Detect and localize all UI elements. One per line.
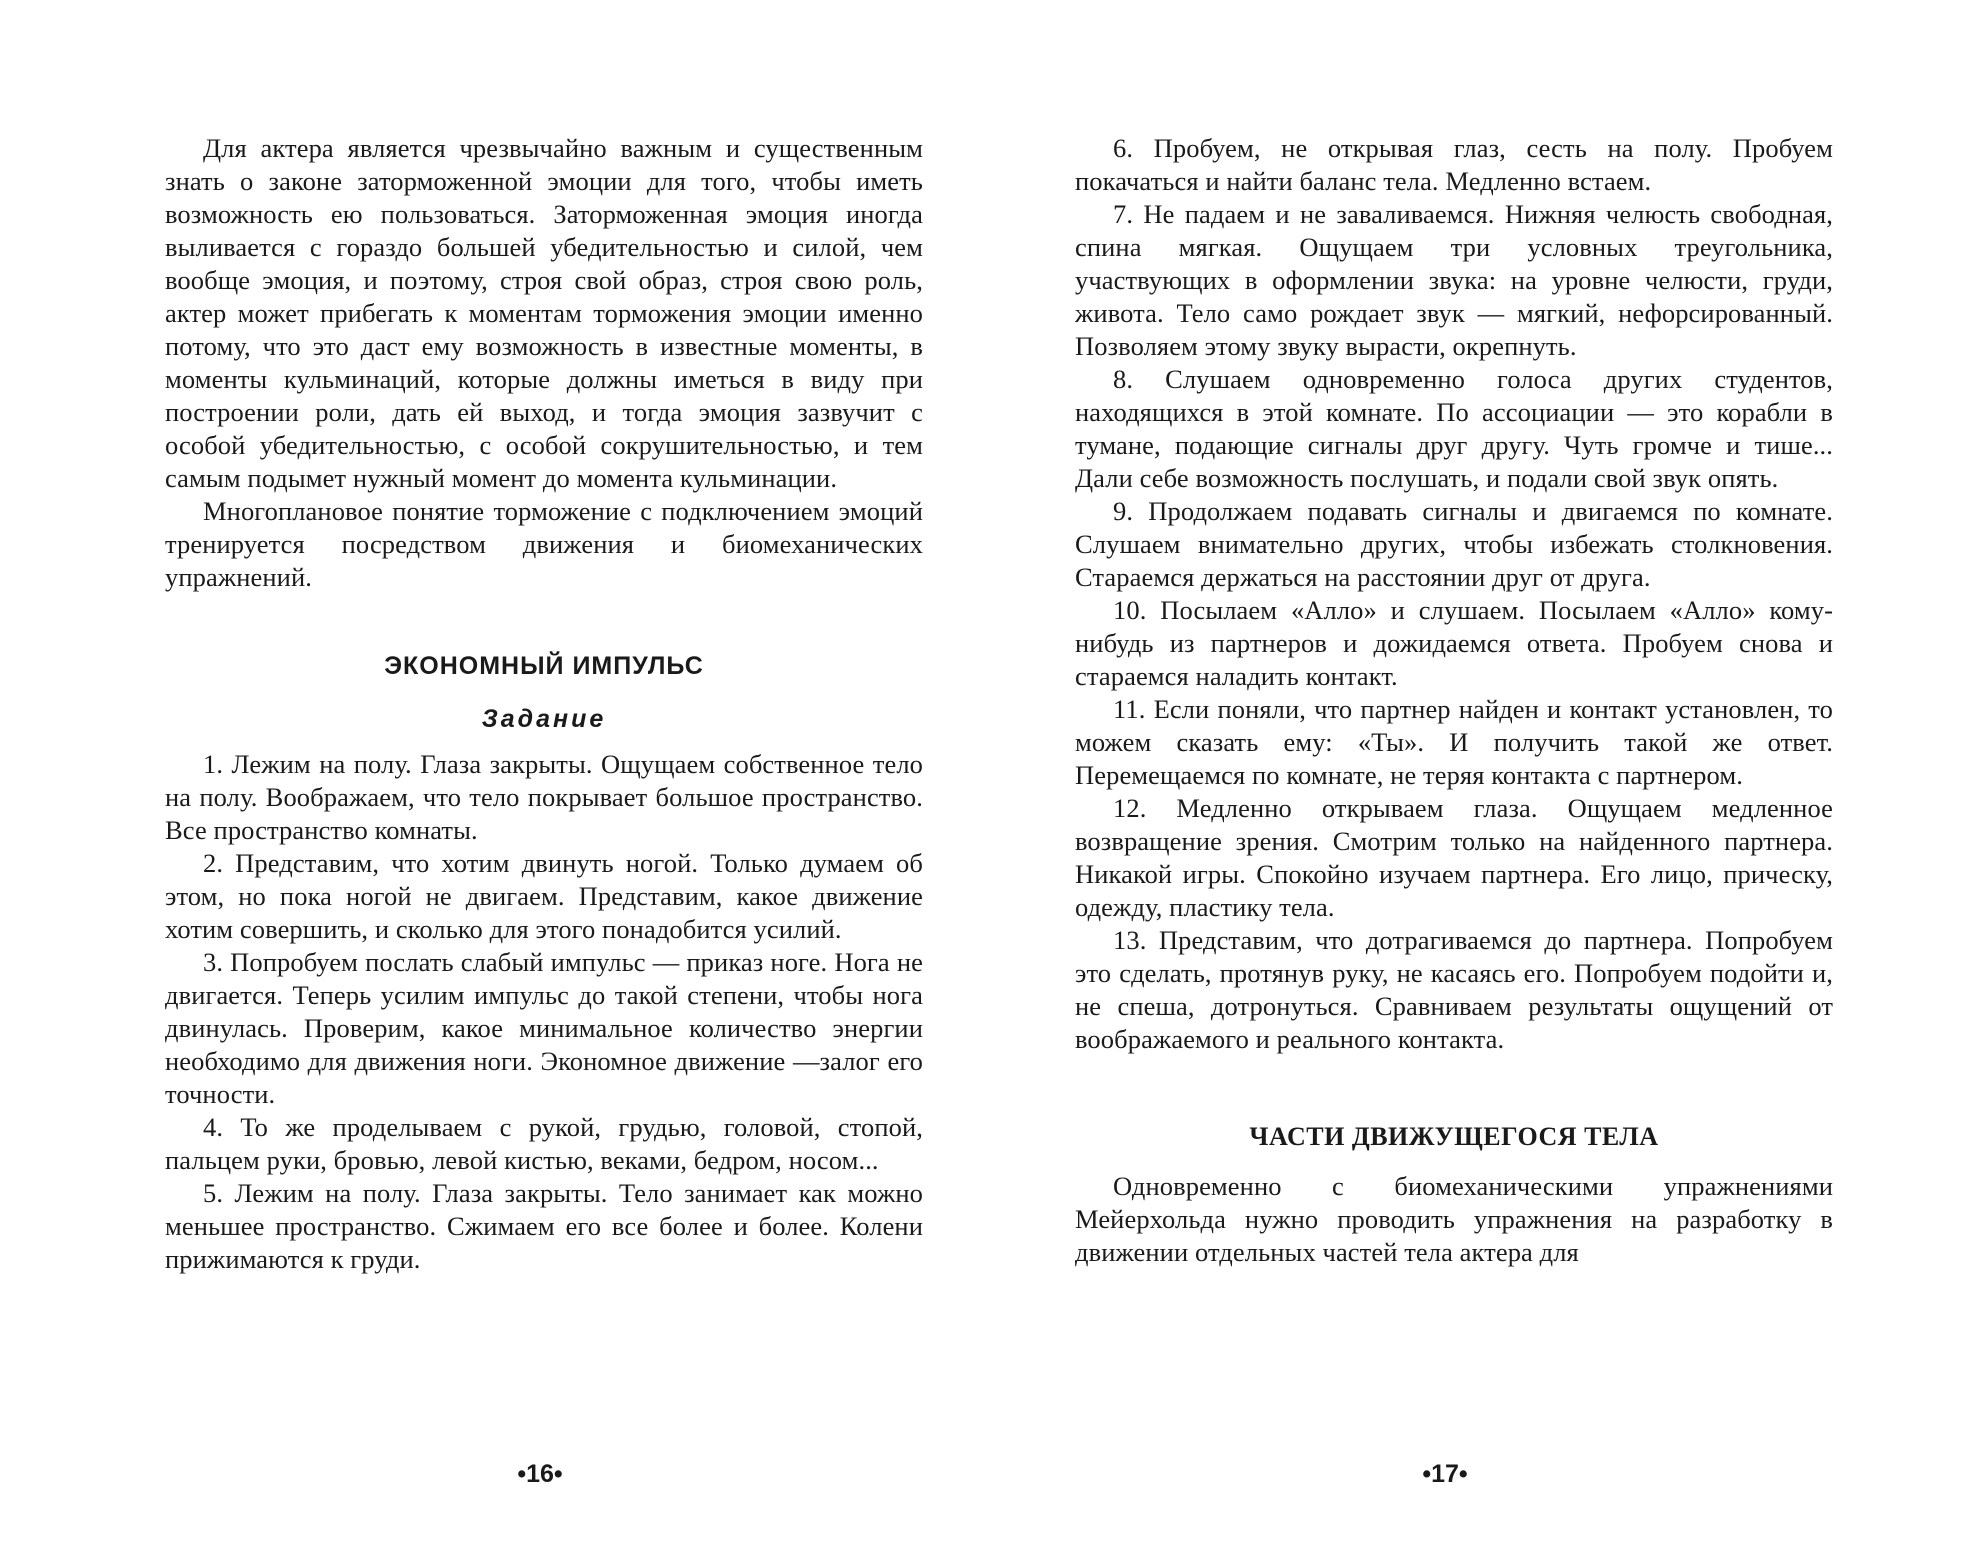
exercise-item: 13. Представим, что дотрагиваемся до партнера. Попробуем это сделать, протянув руку, не касаясь его. Попробуем подойти и, не спеша, дотронуться. Сравниваем результаты ощущений от воображаемого и реального контакта. bbox=[1075, 925, 1833, 1054]
exercise-item: 11. Если поняли, что партнер найден и контакт установлен, то можем сказать ему: «Ты». И получить такой же ответ. Перемещаемся по комнате, не теряя контакта с партнером. bbox=[1075, 694, 1833, 790]
exercise-item: 8. Слушаем одновременно голоса других студентов, находящихся в этой комнате. По ассоциации — это корабли в тумане, подающие сигналы друг другу. Чуть громче и тише... Дали себе возможность послушать, и подали свой звук опять. bbox=[1075, 364, 1833, 493]
exercise-item: 5. Лежим на полу. Глаза закрыты. Тело занимает как можно меньшее пространство. Сжимаем его все более и более. Колени прижимаются к груди. bbox=[165, 1178, 923, 1274]
section-subheading: Задание bbox=[481, 705, 607, 733]
exercise-item: 12. Медленно открываем глаза. Ощущаем медленное возвращение зрения. Смотрим только на найденного партнера. Никакой игры. Спокойно изучаем партнера. Его лицо, прическу, одежду, пластику тела. bbox=[1075, 793, 1833, 922]
exercise-item: 6. Пробуем, не открывая глаз, сесть на полу. Пробуем покачаться и найти баланс тела. Медленно встаем. bbox=[1075, 133, 1833, 196]
exercise-item: 4. То же проделываем с рукой, грудью, головой, стопой, пальцем руки, бровью, левой кистью, веками, бедром, носом... bbox=[165, 1112, 923, 1175]
page-number-right: •17• bbox=[1422, 1460, 1468, 1488]
section-heading: ЧАСТИ ДВИЖУЩЕГОСЯ ТЕЛА bbox=[1249, 1122, 1659, 1151]
right-column bbox=[1075, 132, 1833, 1269]
left-column bbox=[165, 132, 923, 1276]
exercise-item: 9. Продолжаем подавать сигналы и двигаемся по комнате. Слушаем внимательно других, чтобы избежать столкновения. Стараемся держаться на расстоянии друг от друга. bbox=[1075, 496, 1833, 592]
paragraph: Многоплановое понятие торможение с подключением эмоций тренируется посредством движения и биомеханических упражнений. bbox=[165, 496, 923, 592]
exercise-item: 3. Попробуем послать слабый импульс — приказ ноге. Нога не двигается. Теперь усилим импульс до такой степени, чтобы нога двинулась. Проверим, какое минимальное количество энергии необходимо для движения ноги. Экономное движение —залог его точности. bbox=[165, 947, 923, 1109]
exercise-item: 10. Посылаем «Алло» и слушаем. Посылаем «Алло» кому-нибудь из партнеров и дожидаемся ответа. Пробуем снова и стараемся наладить контакт. bbox=[1075, 595, 1833, 691]
right-page bbox=[1075, 132, 1855, 1532]
section-heading: ЭКОНОМНЫЙ ИМПУЛЬС bbox=[384, 652, 704, 680]
page-number-left: •16• bbox=[517, 1460, 563, 1488]
exercise-item: 1. Лежим на полу. Глаза закрыты. Ощущаем собственное тело на полу. Воображаем, что тело покрывает большое пространство. Все пространство комнаты. bbox=[165, 749, 923, 845]
exercise-item: 2. Представим, что хотим двинуть ногой. Только думаем об этом, но пока ногой не двигаем. Представим, какое движение хотим совершить, и сколько для этого понадобится усилий. bbox=[165, 848, 923, 944]
left-page bbox=[165, 132, 945, 1532]
paragraph: Одновременно с биомеханическими упражнениями Мейерхольда нужно проводить упражнения на разработку в движении отдельных частей тела актера для bbox=[1075, 1171, 1833, 1267]
exercise-item: 7. Не падаем и не заваливаемся. Нижняя челюсть свободная, спина мягкая. Ощущаем три условных треугольника, участвующих в оформлении звука: на уровне челюсти, груди, живота. Тело само рождает звук — мягкий, нефорсированный. Позволяем этому звуку вырасти, окрепнуть. bbox=[1075, 199, 1833, 361]
paragraph: Для актера является чрезвычайно важным и существенным знать о законе заторможенной эмоции для того, чтобы иметь возможность ею пользоваться. Заторможенная эмоция иногда выливается с гораздо большей убедительностью и силой, чем вообще эмоция, и поэтому, строя свой образ, строя свою роль, актер может прибегать к моментам торможения эмоции именно потому, что это даст ему возможность в известные моменты, в моменты кульминаций, которые должны иметься в виду при построении роли, дать ей выход, и тогда эмоция зазвучит с особой убедительностью, с особой сокрушительностью, и тем самым подымет нужный момент до момента кульминации. bbox=[165, 133, 923, 493]
